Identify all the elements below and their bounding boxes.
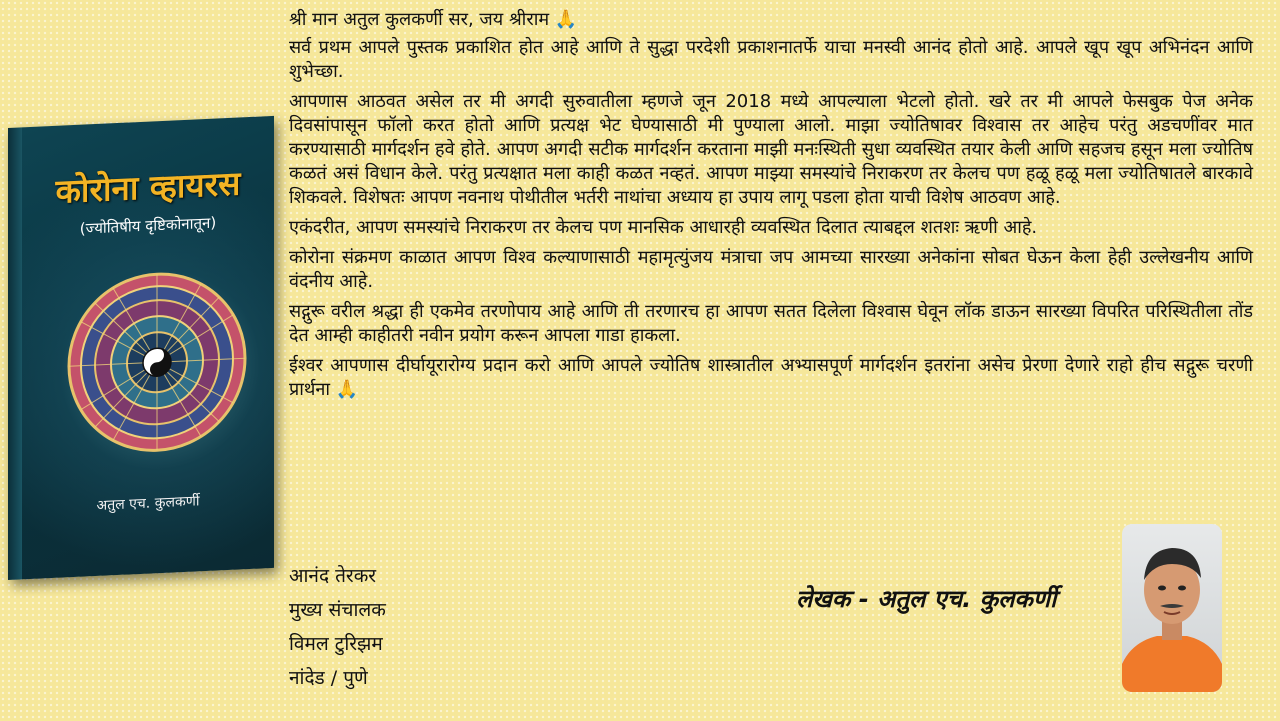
signer-designation: मुख्य संचालक	[289, 599, 386, 621]
letter-paragraph: एकंदरीत, आपण समस्यांचे निराकरण तर केलच पण मानसिक आधारही व्यवस्थित दिलात त्याबद्दल शतशः ऋणी आहे.	[289, 217, 1038, 238]
letter-paragraph: सद्गुरू वरील श्रद्धा ही एकमेव तरणोपाय आहे आणि ती तरणारच हा आपण सतत दिलेला विश्वास घेवून लॉक डाऊन सारख्या विपरित परिस्थितीला तोंड देत आम्ही काहीतरी नवीन प्रयोग करून आपला गाडा हाकला.	[289, 301, 1253, 346]
person-portrait-icon	[1122, 524, 1222, 692]
author-credit: लेखक - अतुल एच. कुलकर्णी	[796, 585, 1057, 613]
signer-location: नांदेड / पुणे	[289, 667, 368, 689]
book-front	[22, 116, 274, 579]
letter-paragraph: सर्व प्रथम आपले पुस्तक प्रकाशित होत आहे आणि ते सुद्धा परदेशी प्रकाशनातर्फे याचा मनस्वी आनंद होतो आहे. आपले खूप खूप अभिनंदन आणि शुभेच्छा.	[289, 37, 1253, 82]
book-cover	[8, 116, 274, 580]
zodiac-wheel-icon	[66, 267, 248, 457]
letter-paragraph: कोरोना संक्रमण काळात आपण विश्व कल्याणासाठी महामृत्युंजय मंत्राचा जप आमच्या सारख्या अनेकांना सोबत घेऊन केला हेही उल्लेखनीय आणि वंदनीय आहे.	[289, 247, 1253, 292]
book-title: कोरोना व्हायरस	[55, 163, 241, 211]
letter-paragraph: आपणास आठवत असेल तर मी अगदी सुरुवातीला म्हणजे जून 2018 मध्ये आपल्याला भेटलो होतो. खरे तर मी आपले फेसबुक पेज अनेक दिवसांपासून फॉलो करत होतो आणि प्रत्यक्ष भेट घेण्यासाठी मी पुण्याला आलो. माझा ज्योतिषावर विश्वास तर आहेच परंतु अडचणींवर मात करण्यासाठी मार्गदर्शन हवे होते. आपण अगदी सटीक मार्गदर्शन करताना माझी मनःस्थिती सुधा व्यवस्थित तयार केली आणि सहजच हसून मला ज्योतिष कळतं असं विधान केले. परंतु प्रत्यक्षात मला काही कळत नव्हतं. आपण माझ्या समस्यांचे निराकरण तर केलच पण हळू हळू मला ज्योतिषातले बारकावे शिकवले. विशेषतः आपण नवनाथ पोथीतील भर्तरी नाथांचा अध्याय हा उपाय लागू पडला होता याची विशेष आठवण आहे.	[289, 91, 1253, 208]
book-author: अतुल एच. कुलकर्णी	[96, 493, 200, 514]
letter-greeting: श्री मान अतुल कुलकर्णी सर, जय श्रीराम 🙏	[289, 9, 578, 30]
book-subtitle: (ज्योतिषीय दृष्टिकोनातून)	[79, 213, 217, 238]
book-spine	[8, 127, 22, 580]
signer-company: विमल टुरिझम	[289, 633, 383, 655]
testimonial-letter	[289, 8, 1253, 408]
letter-paragraph: ईश्वर आपणास दीर्घायूरारोग्य प्रदान करो आणि आपले ज्योतिष शास्त्रातील अभ्यासपूर्ण मार्गदर्शन इतरांना असेच प्रेरणा देणारे राहो हीच सद्गुरू चरणी प्रार्थना 🙏	[289, 355, 1253, 400]
author-photo	[1122, 524, 1222, 692]
signature-block	[289, 559, 386, 695]
signer-name: आनंद तेरकर	[289, 565, 377, 587]
